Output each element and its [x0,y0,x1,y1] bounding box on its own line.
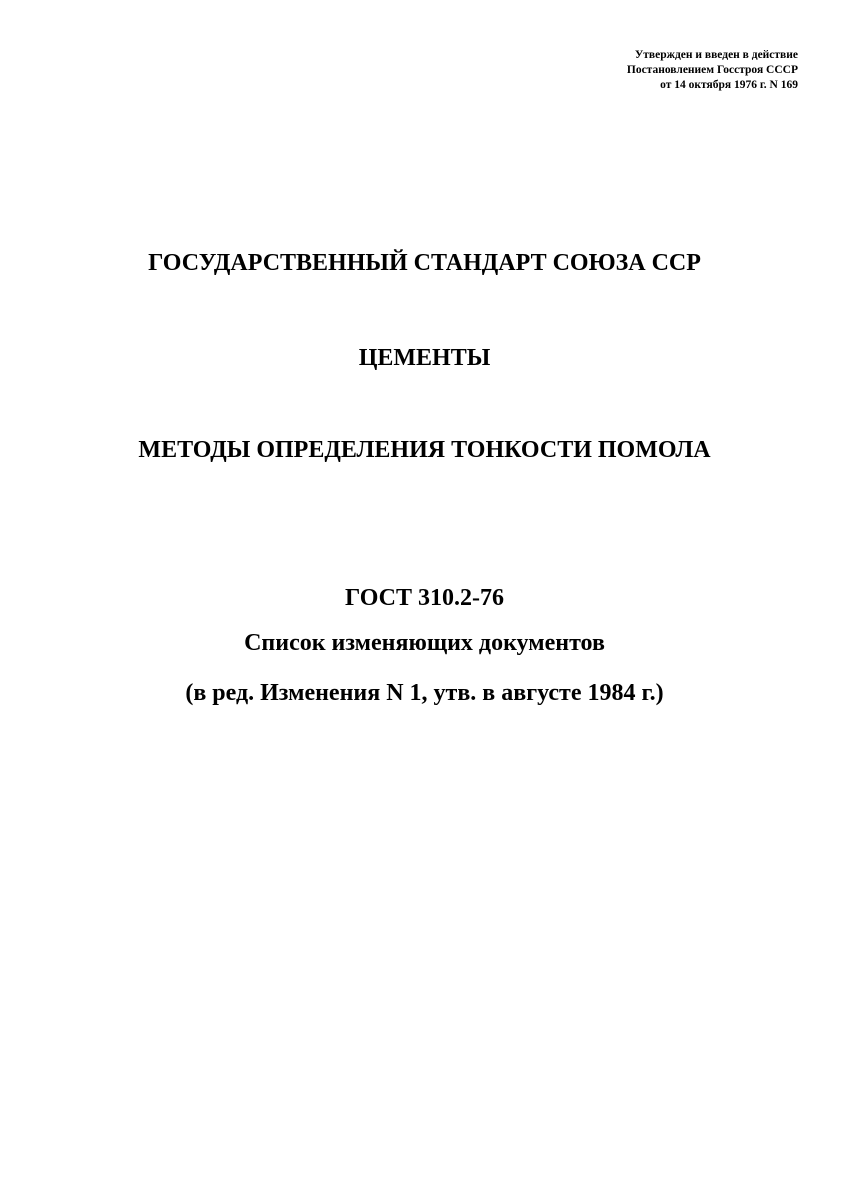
subject-heading: ЦЕМЕНТЫ [358,345,491,371]
gost-code: ГОСТ 310.2-76 [345,585,504,611]
edition-note: (в ред. Изменения N 1, утв. в августе 1984 г.) [185,680,664,706]
approval-line-1: Утвержден и введен в действие [634,49,798,61]
approval-line-3: от 14 октября 1976 г. N 169 [660,79,798,91]
methods-heading: МЕТОДЫ ОПРЕДЕЛЕНИЯ ТОНКОСТИ ПОМОЛА [138,437,711,463]
approval-line-2: Постановлением Госстроя СССР [626,64,798,76]
changes-list-heading: Список изменяющих документов [244,630,605,656]
state-standard-heading: ГОСУДАРСТВЕННЫЙ СТАНДАРТ СОЮЗА ССР [148,250,701,276]
approval-note [627,48,798,93]
